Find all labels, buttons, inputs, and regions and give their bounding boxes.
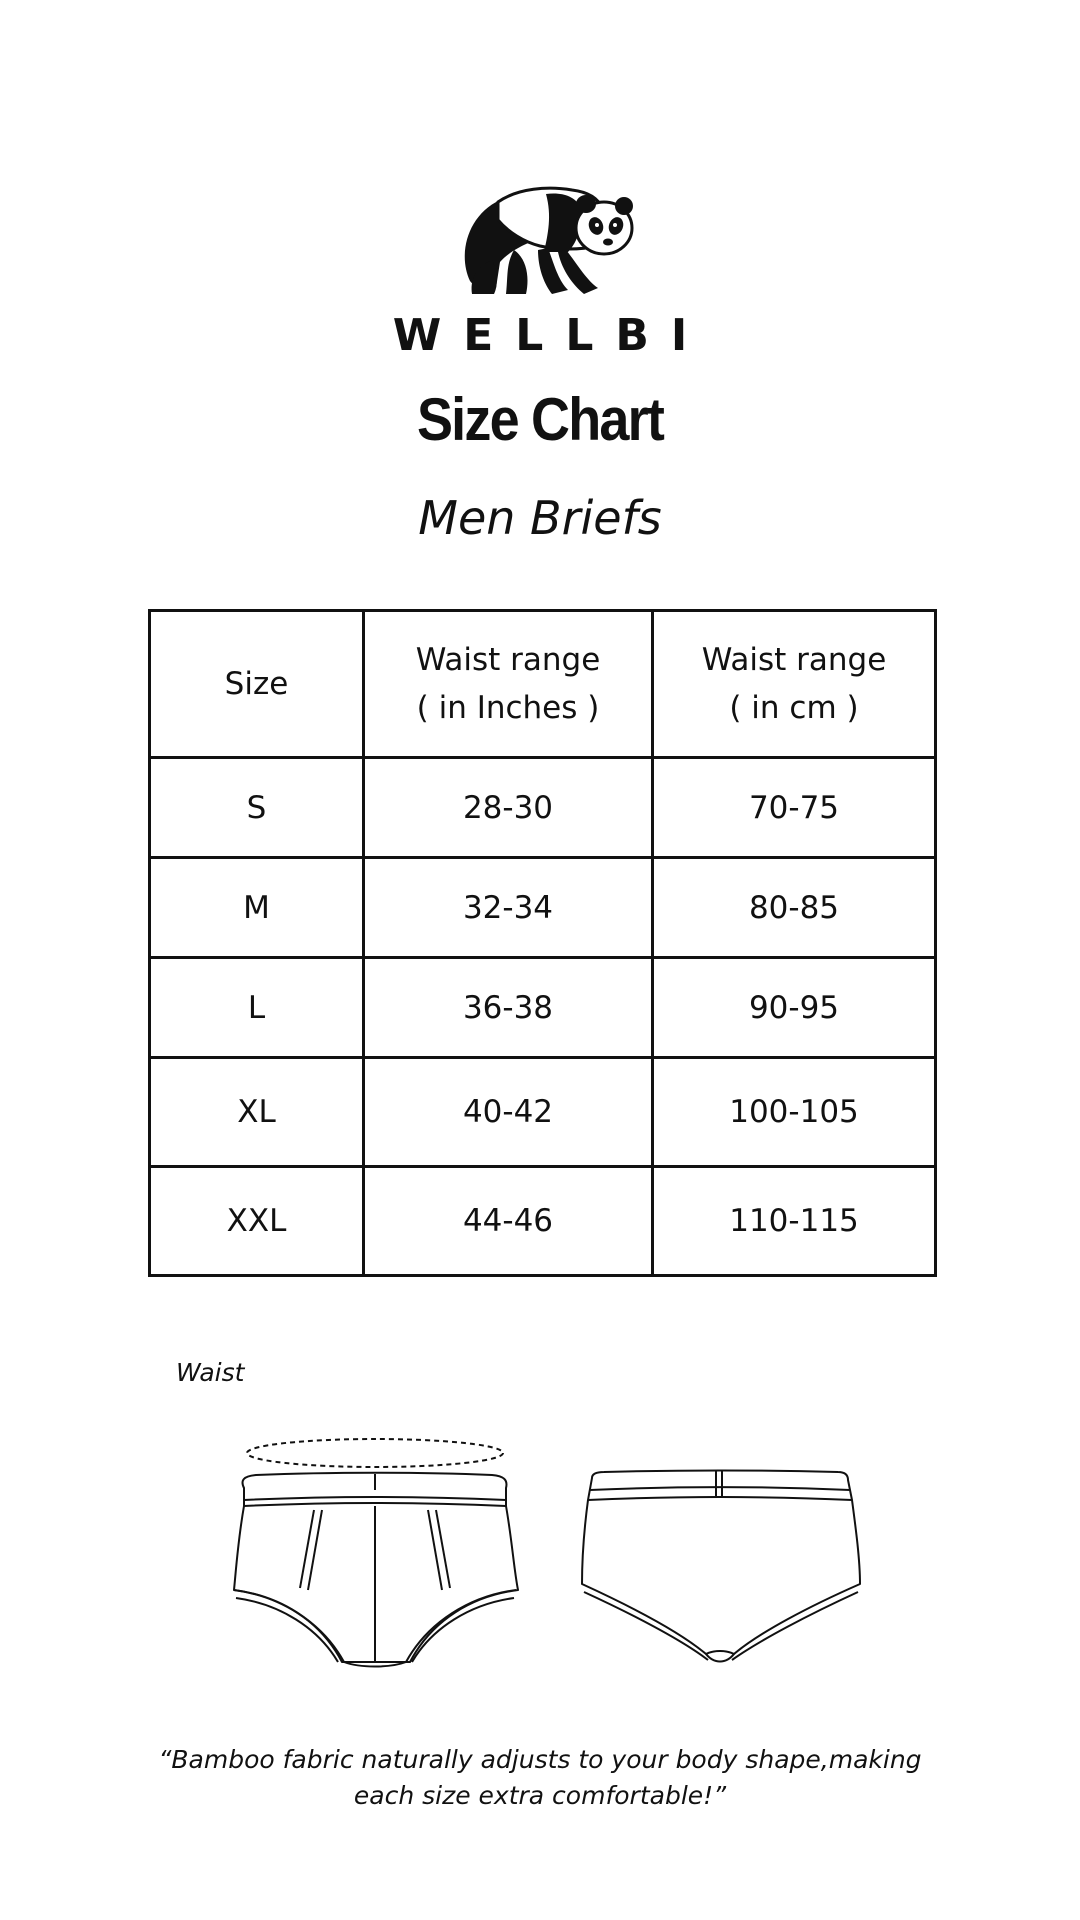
header-waist-inches-line2: ( in Inches ): [416, 690, 600, 726]
cell-waist-inches: 32-34: [364, 858, 653, 958]
table-row: [150, 758, 936, 858]
cell-size: XXL: [150, 1167, 364, 1276]
table-row: [150, 858, 936, 958]
table-row: [150, 1058, 936, 1167]
cell-waist-cm: 100-105: [653, 1058, 936, 1167]
cell-size: L: [150, 958, 364, 1058]
cell-waist-cm: 80-85: [653, 858, 936, 958]
cell-size: S: [150, 758, 364, 858]
cell-size: M: [150, 858, 364, 958]
brand-name: WELLBI: [392, 310, 710, 361]
table-row: [150, 958, 936, 1058]
quote-line-1: “Bamboo fabric naturally adjusts to your body shape,making: [158, 1745, 922, 1774]
panda-icon: [448, 176, 638, 306]
table-header-row: [150, 611, 936, 758]
header-size-label: Size: [224, 666, 289, 702]
table-row: [150, 1167, 936, 1276]
page-subtitle: Men Briefs: [418, 491, 662, 545]
brief-front-icon: [234, 1473, 518, 1667]
header-waist-inches-line1: Waist range: [415, 642, 601, 678]
cell-waist-inches: 44-46: [364, 1167, 653, 1276]
size-table: [148, 609, 937, 1277]
header-waist-inches: [364, 611, 653, 758]
brief-back-icon: [582, 1470, 860, 1662]
cell-waist-inches: 28-30: [364, 758, 653, 858]
logo: [0, 176, 1080, 306]
header-waist-cm-line2: ( in cm ): [729, 690, 859, 726]
header-waist-cm: [653, 611, 936, 758]
cell-waist-inches: 40-42: [364, 1058, 653, 1167]
header-waist-cm-line1: Waist range: [701, 642, 887, 678]
cell-waist-cm: 110-115: [653, 1167, 936, 1276]
header-size: [150, 611, 364, 758]
footer-quote: [140, 1742, 940, 1814]
cell-size: XL: [150, 1058, 364, 1167]
cell-waist-cm: 90-95: [653, 958, 936, 1058]
waist-measure-ellipse: [247, 1439, 503, 1467]
cell-waist-cm: 70-75: [653, 758, 936, 858]
cell-waist-inches: 36-38: [364, 958, 653, 1058]
page-title: Size Chart: [416, 386, 664, 453]
brief-illustration: [220, 1420, 880, 1670]
quote-line-2: each size extra comfortable!”: [353, 1781, 727, 1810]
waist-label: Waist: [176, 1358, 245, 1387]
